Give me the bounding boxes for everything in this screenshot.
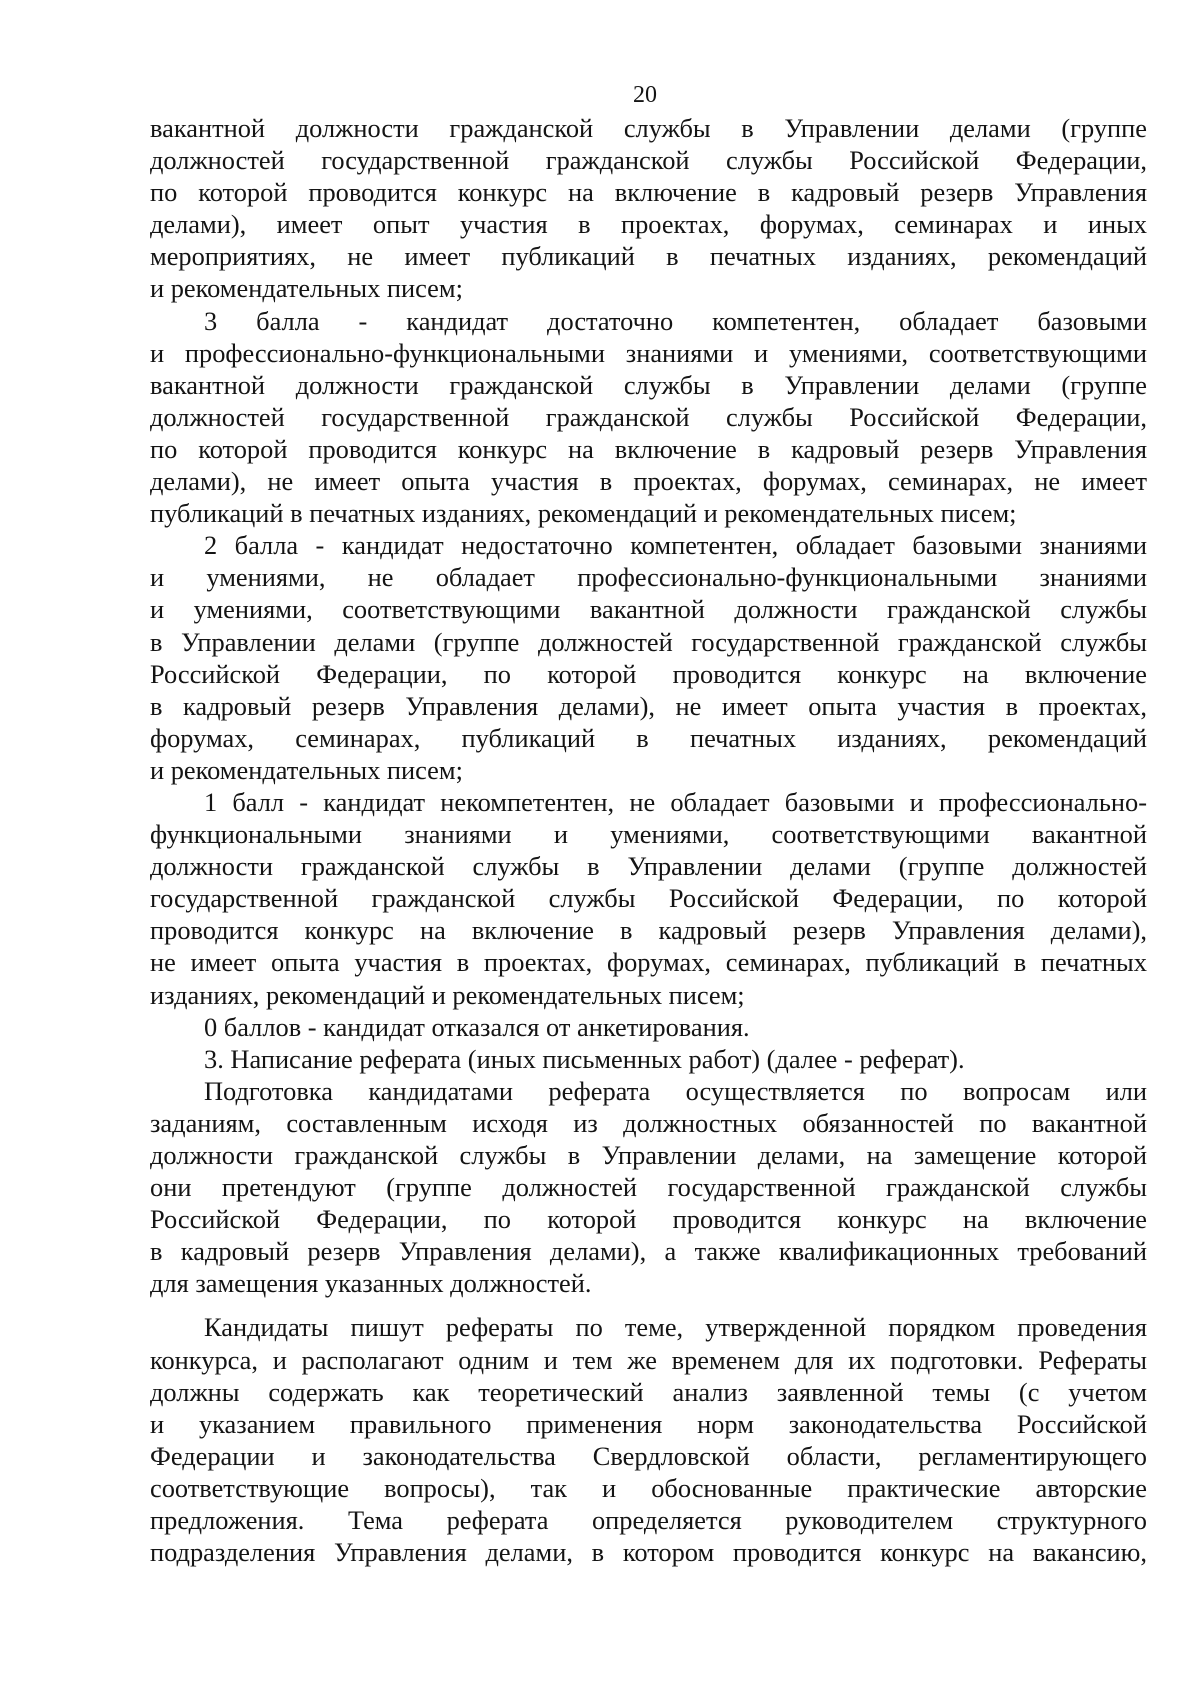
paragraph (150, 112, 1147, 305)
paragraph (150, 1311, 1147, 1568)
text-line: соответствующие вопросы), так и обоснованные практические авторские (150, 1472, 1147, 1503)
paragraph (150, 1075, 1147, 1300)
text-line: и профессионально-функциональными знаниями и умениями, соответствующими (150, 337, 1147, 368)
text-line: в Управлении делами (группе должностей государственной гражданской службы (150, 626, 1147, 657)
text-line: для замещения указанных должностей. (150, 1268, 592, 1299)
paragraph (150, 1011, 1147, 1043)
text-line: не имеет опыта участия в проектах, форумах, семинарах, публикаций в печатных (150, 947, 1147, 978)
text-line: и умениями, не обладает профессионально-функциональными знаниями (150, 562, 1147, 593)
text-line: государственной гражданской службы Российской Федерации, по которой (150, 883, 1147, 914)
text-line: функциональными знаниями и умениями, соответствующими вакантной (150, 819, 1147, 850)
text-line: конкурса, и располагают одним и тем же временем для их подготовки. Рефераты (150, 1344, 1147, 1375)
text-line: и указанием правильного применения норм законодательства Российской (150, 1408, 1147, 1439)
text-line: должностей государственной гражданской службы Российской Федерации, (150, 145, 1147, 176)
text-line: они претендуют (группе должностей государственной гражданской службы (150, 1172, 1147, 1203)
text-line: Российской Федерации, по которой проводится конкурс на включение (150, 658, 1147, 689)
paragraph (150, 305, 1147, 530)
text-line: 3 балла - кандидат достаточно компетентен, обладает базовыми (204, 305, 1147, 336)
text-line: делами), не имеет опыта участия в проектах, форумах, семинарах, не имеет (150, 466, 1147, 497)
text-line: Подготовка кандидатами реферата осуществляется по вопросам или (204, 1075, 1147, 1106)
text-line: подразделения Управления делами, в котором проводится конкурс на вакансию, (150, 1537, 1147, 1568)
text-line: заданиям, составленным исходя из должностных обязанностей по вакантной (150, 1107, 1147, 1138)
paragraph (150, 529, 1147, 786)
text-line: делами), имеет опыт участия в проектах, форумах, семинарах и иных (150, 209, 1147, 240)
text-line: вакантной должности гражданской службы в Управлении делами (группе (150, 113, 1147, 143)
text-line: 1 балл - кандидат некомпетентен, не обладает базовыми и профессионально- (204, 786, 1147, 817)
text-line: 3. Написание реферата (иных письменных работ) (далее - реферат). (204, 1043, 965, 1074)
page-number: 20 (633, 82, 657, 108)
text-line: Российской Федерации, по которой проводится конкурс на включение (150, 1204, 1147, 1235)
paragraph (150, 1043, 1147, 1075)
document-body (150, 112, 1147, 1568)
text-line: форумах, семинарах, публикаций в печатных изданиях, рекомендаций (150, 722, 1147, 753)
paragraph-gap (150, 1299, 1147, 1311)
text-line: должности гражданской службы в Управлении делами (группе должностей (150, 851, 1147, 882)
text-line: Федерации и законодательства Свердловской области, регламентирующего (150, 1440, 1147, 1471)
text-line: мероприятиях, не имеет публикаций в печатных изданиях, рекомендаций (150, 241, 1147, 272)
text-line: предложения. Тема реферата определяется руководителем структурного (150, 1505, 1147, 1536)
text-line: Кандидаты пишут рефераты по теме, утвержденной порядком проведения (204, 1312, 1147, 1343)
text-line: и рекомендательных писем; (150, 273, 463, 304)
text-line: 2 балла - кандидат недостаточно компетентен, обладает базовыми знаниями (204, 530, 1147, 561)
text-line: и умениями, соответствующими вакантной должности гражданской службы (150, 594, 1147, 625)
text-line: публикаций в печатных изданиях, рекомендаций и рекомендательных писем; (150, 498, 1017, 529)
text-line: должны содержать как теоретический анализ заявленной темы (с учетом (150, 1376, 1147, 1407)
text-line: 0 баллов - кандидат отказался от анкетирования. (204, 1011, 750, 1042)
text-line: проводится конкурс на включение в кадровый резерв Управления делами), (150, 915, 1147, 946)
text-line: в кадровый резерв Управления делами), не имеет опыта участия в проектах, (150, 690, 1147, 721)
text-line: изданиях, рекомендаций и рекомендательных писем; (150, 979, 745, 1010)
text-line: должностей государственной гражданской службы Российской Федерации, (150, 401, 1147, 432)
text-line: должности гражданской службы в Управлении делами, на замещение которой (150, 1140, 1147, 1170)
text-line: по которой проводится конкурс на включение в кадровый резерв Управления (150, 433, 1147, 464)
text-line: и рекомендательных писем; (150, 754, 463, 785)
text-line: по которой проводится конкурс на включение в кадровый резерв Управления (150, 177, 1147, 208)
text-line: вакантной должности гражданской службы в Управлении делами (группе (150, 369, 1147, 400)
text-line: в кадровый резерв Управления делами), а также квалификационных требований (150, 1236, 1147, 1267)
paragraph (150, 786, 1147, 1011)
